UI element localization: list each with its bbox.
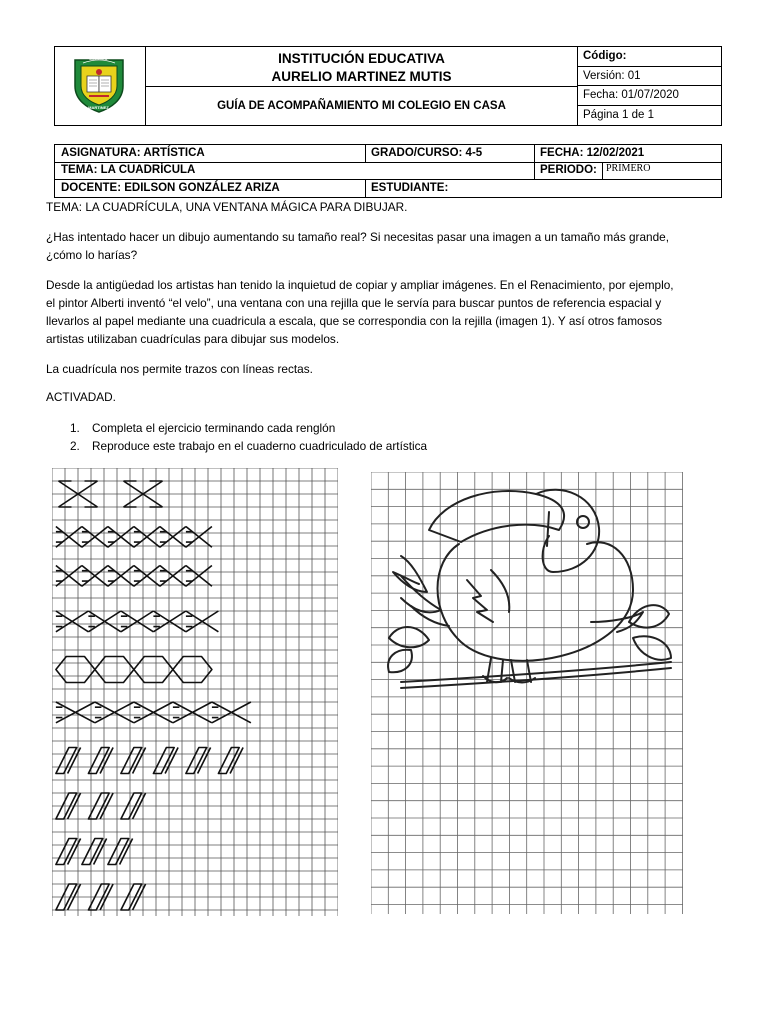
body-tema: TEMA: LA CUADRÍCULA, UNA VENTANA MÁGICA PARA DIBUJAR. [46,200,408,214]
toucan-grid-drawing [371,472,683,914]
institution-title [146,47,578,87]
paragraph-line-2: el pintor Alberti inventó “el velo”, una ventana con una rejilla que le servía para buscar puntos de referencia espacial y [46,296,662,310]
step-2-num: 2. [70,439,80,453]
guide-title: GUÍA DE ACOMPAÑAMIENTO MI COLEGIO EN CASA [146,87,578,125]
grado-field: GRADO/CURSO: 4-5 [371,147,483,159]
step-2 [70,437,427,455]
fecha-doc-field: Fecha: 01/07/2020 [578,86,721,106]
step-1-text: Completa el ejercicio terminando cada renglón [92,421,336,435]
logo-bottom-text: A. MARTINEZ [83,105,109,110]
header-table [54,46,722,126]
paragraph-line-4: artistas utilizaban cuadrículas para dibujar sus modelos. [46,332,340,346]
estudiante-field[interactable]: ESTUDIANTE: [371,182,449,194]
docente-field: DOCENTE: EDILSON GONZÁLEZ ARIZA [61,182,280,194]
question-line-1: ¿Has intentado hacer un dibujo aumentando su tamaño real? Si necesitas pasar una imagen a un tamaño más grande, [46,230,670,244]
step-2-text: Reproduce este trabajo en el cuaderno cuadriculado de artística [92,439,428,453]
fecha-field: FECHA: 12/02/2021 [540,147,645,159]
periodo-value: PRIMERO [606,163,651,174]
institution-line2: AURELIO MARTINEZ MUTIS [271,69,452,84]
periodo-label: PERIODO: [540,164,597,176]
activity-label: ACTIVADAD. [46,390,116,404]
institution-line1: INSTITUCIÓN EDUCATIVA [278,51,445,66]
logo-top-text: COLEGIO [89,56,108,61]
step-1 [70,419,335,437]
logo-cell [55,47,146,125]
paragraph-line-3: llevarlos al papel mediante una cuadricula a escala, que se correspondia con la rejilla (imagen 1). Y así otros famosos [46,314,662,328]
version-field: Versión: 01 [578,67,721,87]
pattern-grid-exercise [52,468,338,916]
question-line-2: ¿cómo lo harías? [46,248,138,262]
toucan-drawing [388,490,671,688]
lines-text: La cuadrícula nos permite trazos con líneas rectas. [46,362,313,376]
info-table [54,144,722,198]
step-1-num: 1. [70,421,80,435]
tema-field: TEMA: LA CUADRÍCULA [61,164,196,176]
asignatura-field: ASIGNATURA: ARTÍSTICA [61,147,205,159]
pagina-field: Página 1 de 1 [583,108,654,121]
codigo-field: Código: [578,47,721,67]
paragraph-line-1: Desde la antigüedad los artistas han tenido la inquietud de copiar y ampliar imágenes. En el Renacimiento, por ejemplo, [46,278,674,292]
